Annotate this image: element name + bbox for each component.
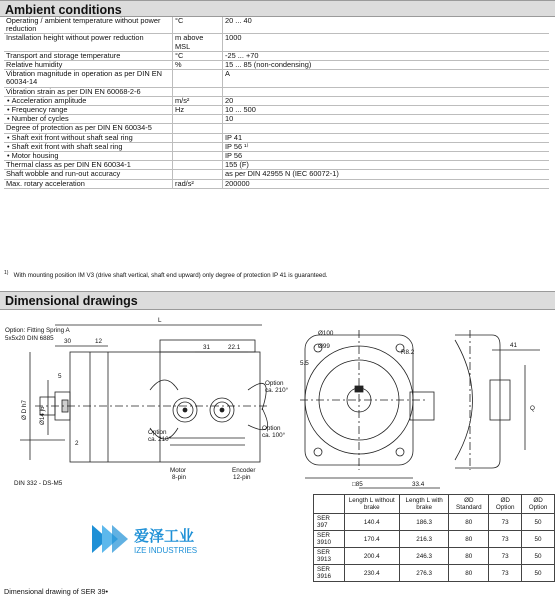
dims-cell: 80 [449, 514, 489, 531]
dims-cell: 186.3 [399, 514, 448, 531]
spec-unit: °C [173, 51, 223, 60]
dim-85: □85 [352, 481, 363, 488]
dim-22-1: 22.1 [228, 344, 241, 351]
dims-cell: SER 3913 [314, 548, 345, 565]
spec-value: 1000 [223, 34, 550, 51]
footnote [4, 270, 328, 279]
spec-label: Transport and storage temperature [4, 51, 173, 60]
dims-cell: 246.3 [399, 548, 448, 565]
dims-cell: 50 [522, 514, 555, 531]
spec-unit [173, 161, 223, 170]
spec-row [4, 133, 549, 142]
footnote-mark: 1) [4, 270, 9, 276]
dimensional-header [0, 291, 555, 310]
spec-label: Shaft wobble and run-out accuracy [4, 170, 173, 179]
spec-value: as per DIN 42955 N (IEC 60072-1) [223, 170, 550, 179]
dim-41: 41 [510, 342, 518, 349]
spec-label: • Shaft exit front with shaft seal ring [4, 142, 173, 151]
spec-value: IP 41 [223, 133, 550, 142]
dims-cell: 230.4 [344, 565, 399, 582]
spec-label: Relative humidity [4, 61, 173, 70]
spec-value: 20 [223, 96, 550, 105]
dim-5-5: 5.5 [300, 360, 309, 367]
dims-cell: 140.4 [344, 514, 399, 531]
dim-30: 30 [64, 338, 72, 345]
dim-r8-2: R8.2 [401, 349, 415, 356]
footnote-text: With mounting position IM V3 (drive shaft vertical, shaft end upward) only degree of protection IP 41 is guaranteed. [13, 272, 328, 280]
dims-header-cell: ØD Option [522, 495, 555, 514]
spec-unit [173, 70, 223, 87]
section-title: Dimensional drawings [5, 294, 138, 308]
spec-table [4, 17, 549, 189]
dim-o100: Ø100 [318, 330, 334, 337]
spec-row [4, 124, 549, 133]
dims-cell: 80 [449, 548, 489, 565]
option-c: Option [148, 429, 167, 436]
spec-unit: m above MSL [173, 34, 223, 51]
spec-value: 20 ... 40 [223, 17, 550, 34]
dim-2: 2 [75, 440, 79, 447]
spec-label: Installation height without power reduction [4, 34, 173, 51]
dims-header-row [314, 495, 555, 514]
dim-14: Ø14 j6 [39, 406, 46, 425]
spec-unit [173, 170, 223, 179]
dim-31: 31 [203, 344, 211, 351]
spec-value: 155 (F) [223, 161, 550, 170]
spec-value: 200000 [223, 179, 550, 188]
dims-cell: 200.4 [344, 548, 399, 565]
logo-mark-icon [88, 521, 288, 557]
logo-text-cn: 爱泽工业 [134, 528, 195, 545]
spec-row [4, 70, 549, 87]
spec-row [4, 106, 549, 115]
spec-row [4, 34, 549, 51]
spec-label: Operating / ambient temperature without power reduction [4, 17, 173, 34]
spec-value: 10 ... 500 [223, 106, 550, 115]
dims-row [314, 531, 555, 548]
spec-label: • Acceleration amplitude [4, 96, 173, 105]
spec-value: A [223, 70, 550, 87]
spec-value: 10 [223, 115, 550, 124]
spec-unit: Hz [173, 106, 223, 115]
spec-unit: °C [173, 17, 223, 34]
spec-unit [173, 152, 223, 161]
dims-header-cell [314, 495, 345, 514]
dims-cell: 73 [489, 514, 522, 531]
dim-33-4: 33.4 [412, 481, 425, 488]
spec-unit: % [173, 61, 223, 70]
spec-value: 15 ... 85 (non-condensing) [223, 61, 550, 70]
motor-label: Motor [170, 467, 187, 474]
spec-label: Degree of protection as per DIN EN 60034-5 [4, 124, 173, 133]
spec-label: Vibration strain as per DIN EN 60068-2-6 [4, 87, 173, 96]
logo-text-en: IZE INDUSTRIES [134, 546, 198, 555]
spec-row [4, 179, 549, 188]
dims-cell: 50 [522, 531, 555, 548]
spec-label: Thermal class as per DIN EN 60034-1 [4, 161, 173, 170]
motor-pin: 8-pin [172, 474, 187, 481]
option-label: Option: Fitting Spring A [5, 327, 70, 334]
spec-value: IP 56 [223, 152, 550, 161]
dims-cell: 80 [449, 565, 489, 582]
spec-row [4, 96, 549, 105]
spec-value [223, 87, 550, 96]
dimensional-drawing [0, 310, 555, 495]
dim-5: 5 [58, 373, 62, 380]
option-b-angle: ca. 100° [262, 432, 286, 439]
dims-cell: 80 [449, 531, 489, 548]
dims-cell: 170.4 [344, 531, 399, 548]
dim-o99: Ø99 [318, 343, 330, 350]
dims-cell: 276.3 [399, 565, 448, 582]
spec-row [4, 87, 549, 96]
encoder-label: Encoder [232, 467, 256, 474]
dim-L: L [158, 317, 162, 324]
spec-unit [173, 133, 223, 142]
spec-unit [173, 115, 223, 124]
spec-unit: m/s² [173, 96, 223, 105]
dim-12: 12 [95, 338, 103, 345]
spec-label: • Frequency range [4, 106, 173, 115]
spec-row [4, 17, 549, 34]
spec-unit: rad/s² [173, 179, 223, 188]
dims-cell: 73 [489, 565, 522, 582]
option-a-angle: ca. 210° [265, 387, 289, 394]
encoder-pin: 12-pin [233, 474, 251, 481]
dimensions-table [313, 494, 555, 582]
dims-cell: 73 [489, 531, 522, 548]
dims-cell: SER 3910 [314, 531, 345, 548]
spec-row [4, 170, 549, 179]
company-logo [88, 521, 288, 562]
dims-cell: SER 397 [314, 514, 345, 531]
dims-row [314, 565, 555, 582]
din-label: DIN 332 - DS-M5 [14, 480, 63, 487]
option-a: Option [265, 380, 284, 387]
spec-row [4, 142, 549, 151]
dims-cell: 50 [522, 565, 555, 582]
dims-header-cell: Length L with brake [399, 495, 448, 514]
dims-cell: 216.3 [399, 531, 448, 548]
dims-header-cell: ØD Standard [449, 495, 489, 514]
figure-caption: Dimensional drawing of SER 39• [4, 587, 108, 596]
spec-label: Max. rotary acceleration [4, 179, 173, 188]
dims-row [314, 514, 555, 531]
dims-cell: 50 [522, 548, 555, 565]
spec-label: • Motor housing [4, 152, 173, 161]
dims-cell: SER 3916 [314, 565, 345, 582]
dim-D: Ø D h7 [21, 400, 28, 420]
spec-unit [173, 87, 223, 96]
spec-label: • Shaft exit front without shaft seal ring [4, 133, 173, 142]
dim-Q: Q [530, 405, 535, 412]
option-b: Option [262, 425, 281, 432]
dims-cell: 73 [489, 548, 522, 565]
spec-unit [173, 142, 223, 151]
spec-value: IP 56 ¹⁾ [223, 142, 550, 151]
spec-label: Vibration magnitude in operation as per DIN EN 60034-14 [4, 70, 173, 87]
option-spec: 5x5x20 DIN 6885 [5, 335, 54, 342]
dims-row [314, 548, 555, 565]
option-c-angle: ca. 210° [148, 436, 172, 443]
spec-value [223, 124, 550, 133]
spec-value: -25 ... +70 [223, 51, 550, 60]
ambient-header [0, 0, 555, 17]
section-title: Ambient conditions [5, 3, 122, 17]
dims-header-cell: Length L without brake [344, 495, 399, 514]
spec-unit [173, 124, 223, 133]
spec-label: • Number of cycles [4, 115, 173, 124]
dims-header-cell: ØD Option [489, 495, 522, 514]
